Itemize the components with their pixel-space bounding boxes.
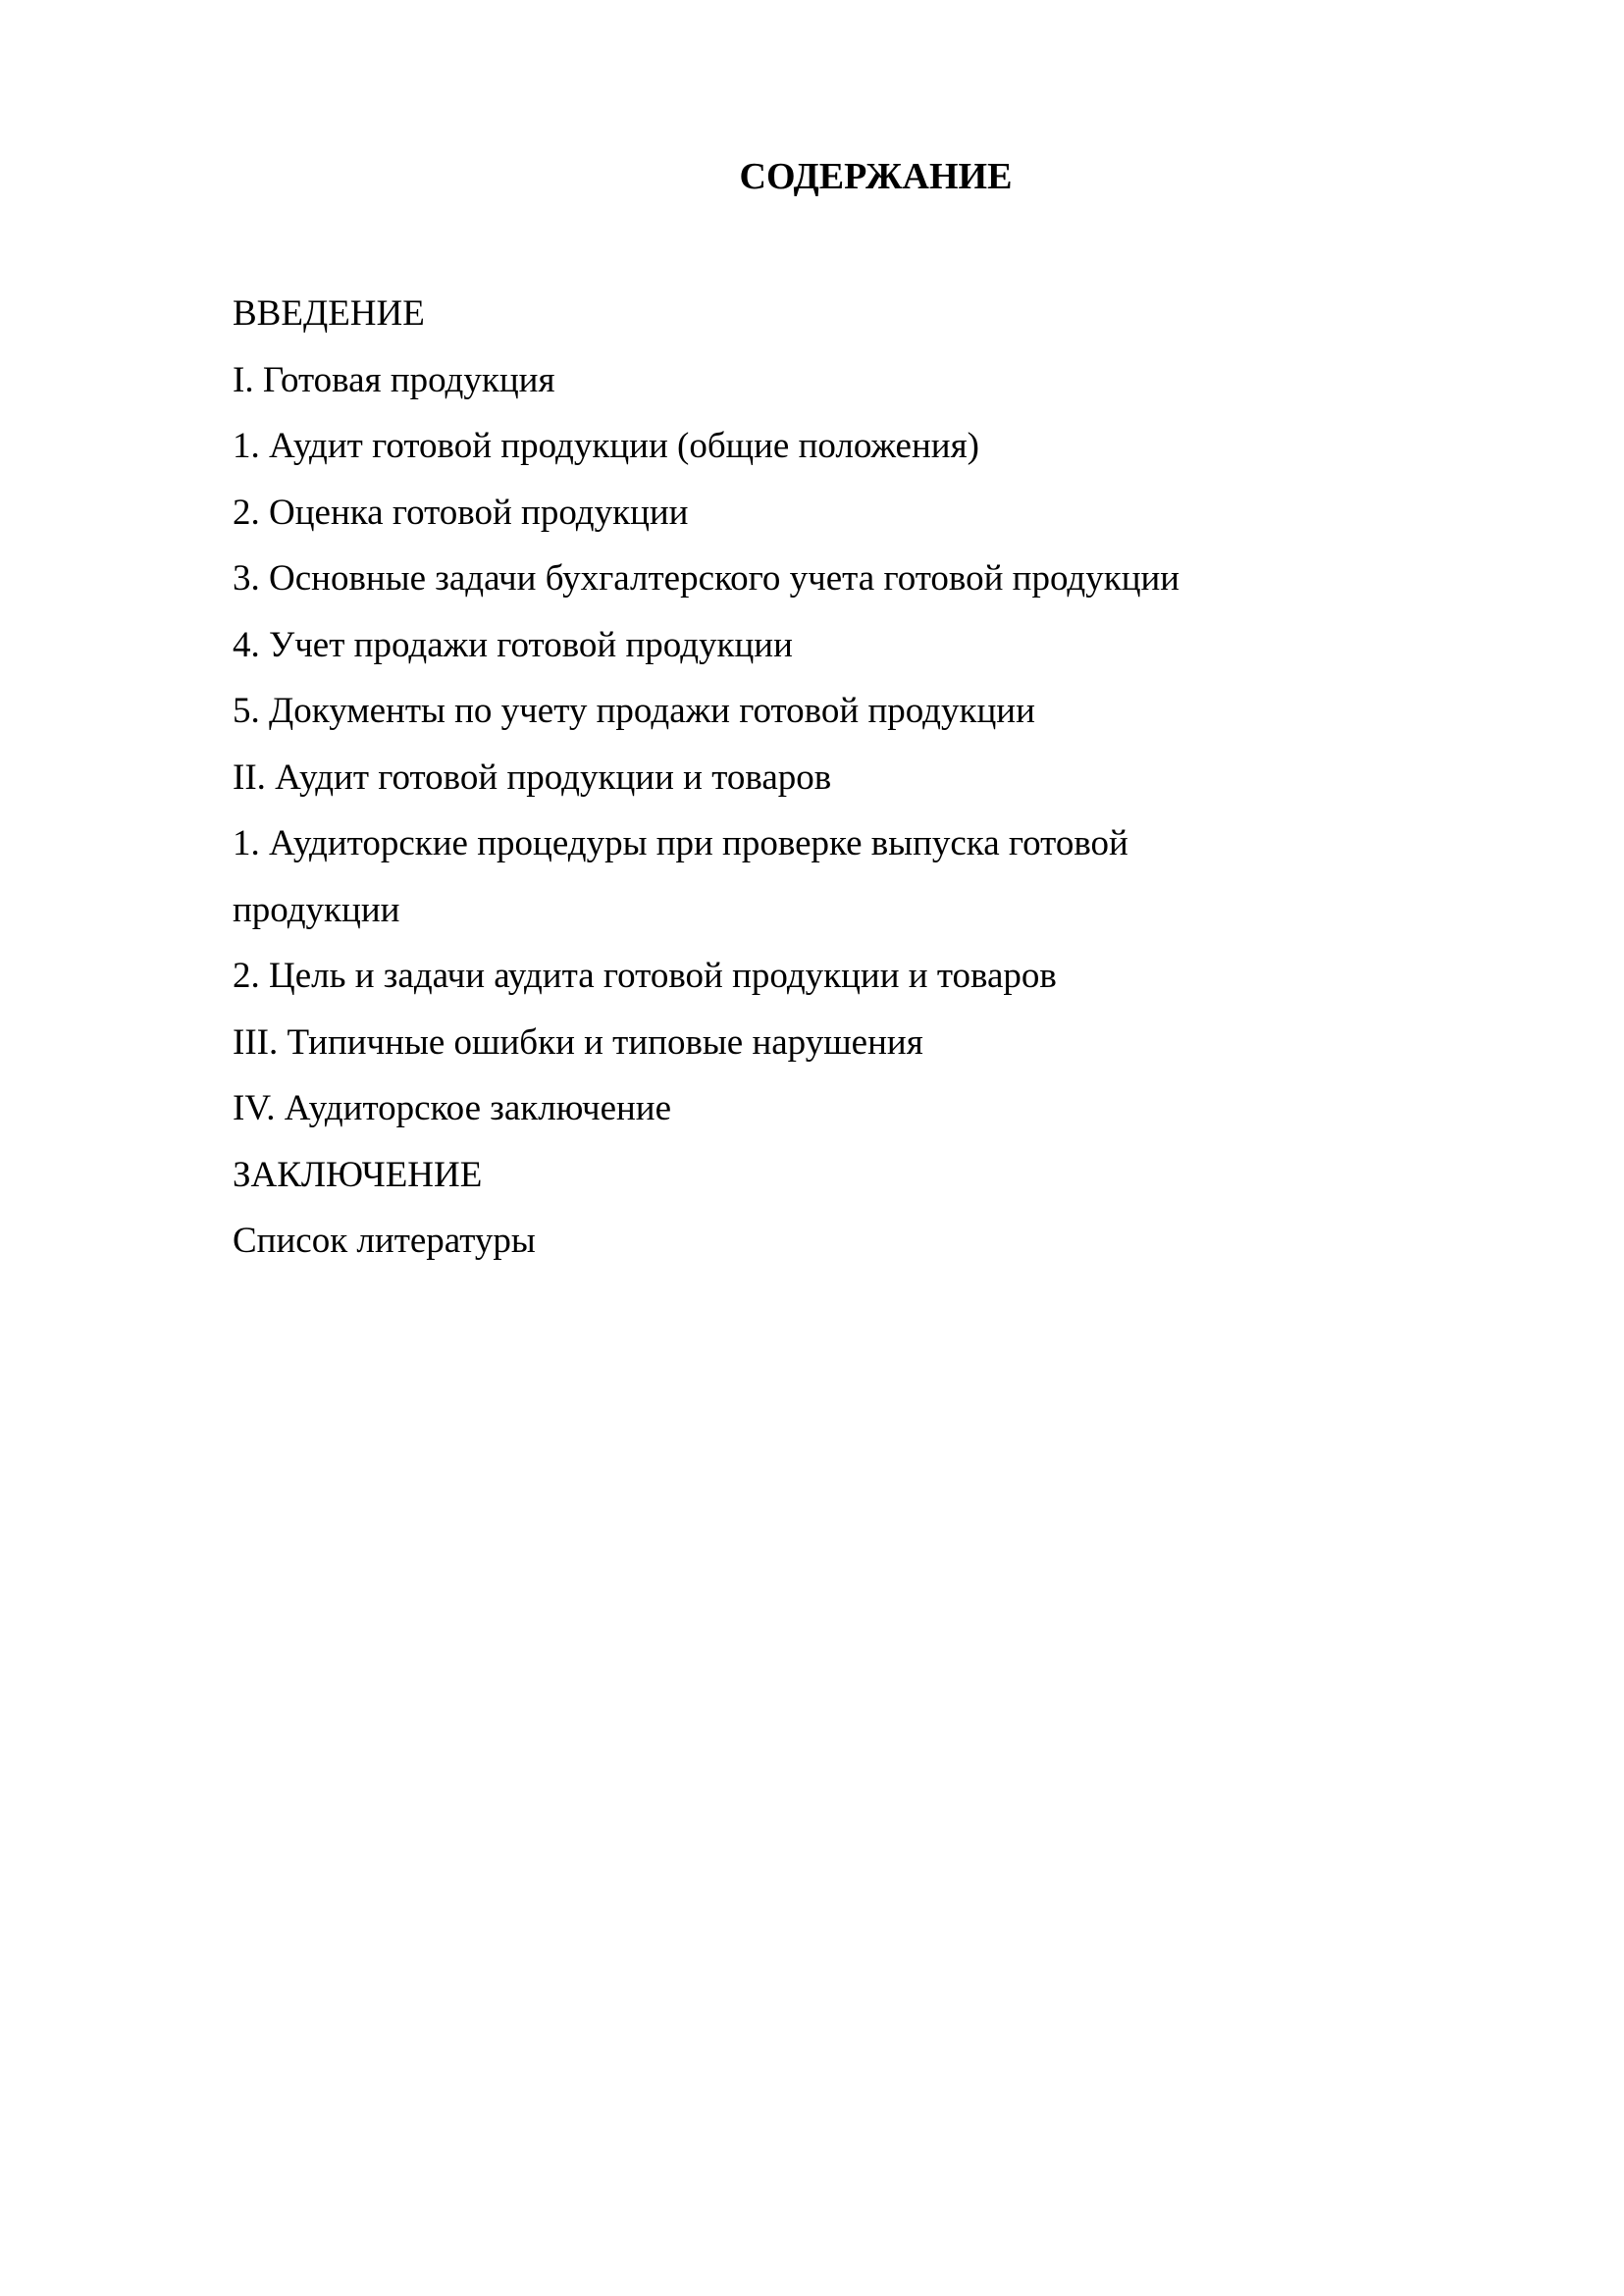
toc-item-chapter-3: III. Типичные ошибки и типовые нарушения	[233, 1021, 923, 1063]
toc-item-conclusion: ЗАКЛЮЧЕНИЕ	[233, 1154, 483, 1195]
toc-item-2-2: 2. Цель и задачи аудита готовой продукции и товаров	[233, 956, 1057, 996]
toc-item-1-2: 2. Оценка готовой продукции	[233, 492, 689, 533]
toc-item-1-5: 5. Документы по учету продажи готовой продукции	[233, 691, 1035, 731]
toc-item-references: Список литературы	[233, 1221, 536, 1261]
toc-item-chapter-1: I. Готовая продукция	[233, 359, 555, 400]
toc-item-chapter-2: II. Аудит готовой продукции и товаров	[233, 757, 832, 798]
toc-item-1-3: 3. Основные задачи бухгалтерского учета готовой продукции	[233, 558, 1180, 599]
toc-item-1-4: 4. Учет продажи готовой продукции	[233, 624, 793, 665]
page-title: СОДЕРЖАНИЕ	[739, 156, 1013, 197]
toc-item-2-1: 1. Аудиторские процедуры при проверке выпуска готовой продукции	[233, 823, 1128, 930]
toc-item-chapter-4: IV. Аудиторское заключение	[233, 1088, 672, 1128]
toc-item-1-1: 1. Аудит готовой продукции (общие положения)	[233, 426, 979, 466]
toc-item-introduction: ВВЕДЕНИЕ	[233, 293, 425, 334]
table-of-contents	[233, 281, 1361, 1275]
